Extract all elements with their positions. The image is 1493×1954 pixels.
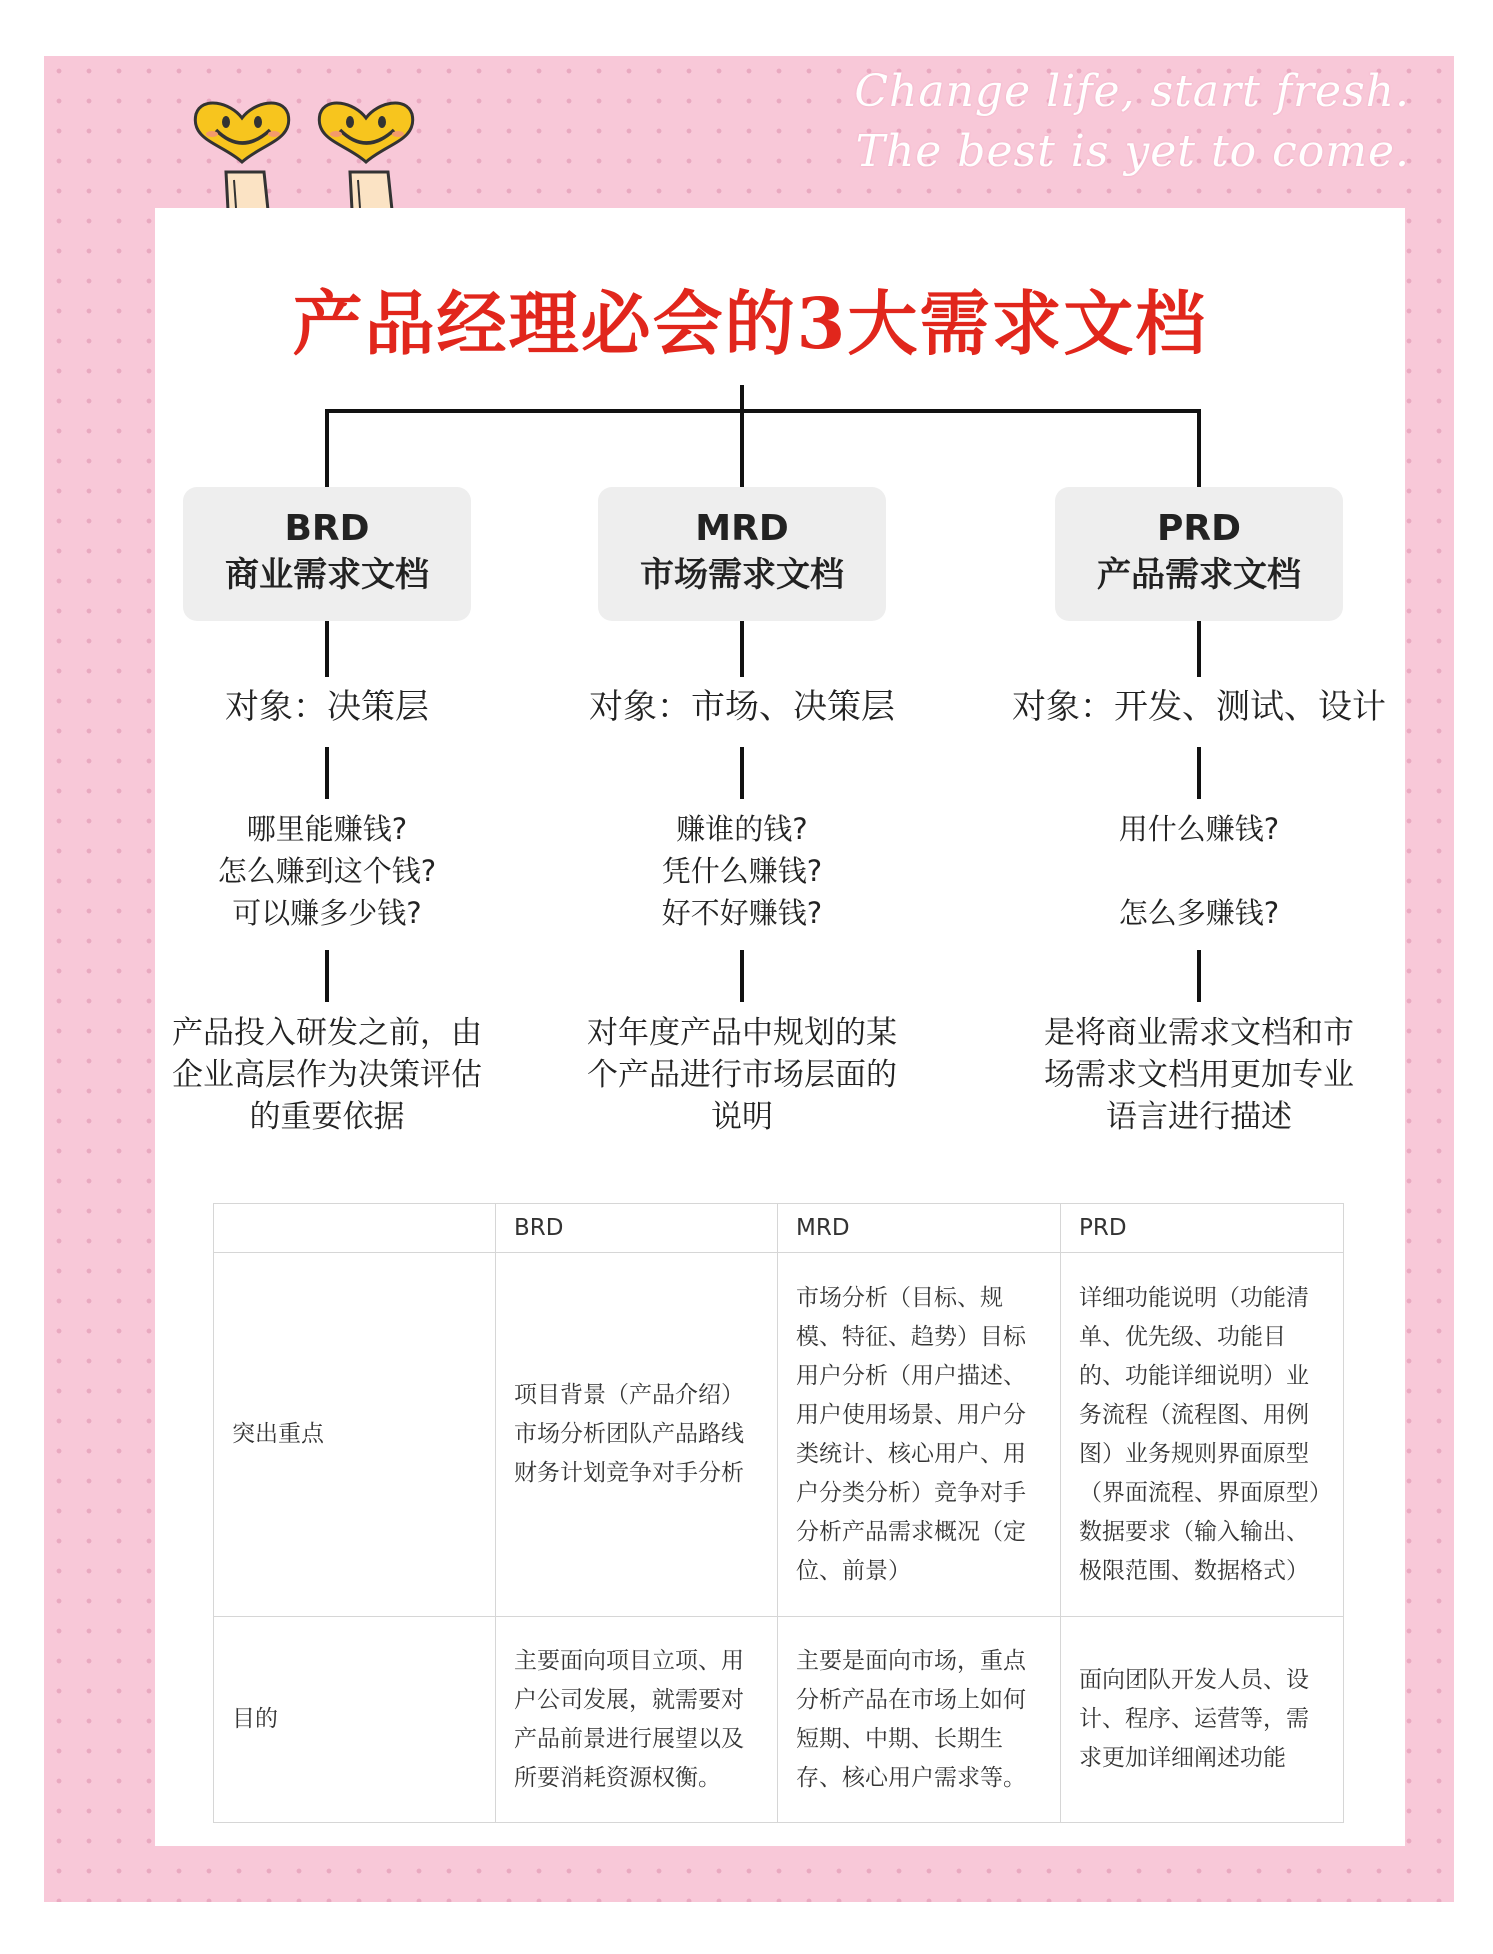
- connector-brd-1: [325, 621, 329, 677]
- connector-prd-3: [1197, 950, 1201, 1002]
- connector-brd-2: [325, 747, 329, 799]
- brd-name: 商业需求文档: [225, 555, 429, 595]
- table-cell: 详细功能说明（功能清单、优先级、功能目的、功能详细说明）业务流程（流程图、用例图）业务规则界面原型（界面流程、界面原型）数据要求（输入输出、极限范围、数据格式）: [1061, 1253, 1344, 1617]
- slogan: [830, 62, 1410, 182]
- brd-questions: [177, 808, 477, 934]
- connector-root: [740, 385, 744, 487]
- connector-prd-1: [1197, 621, 1201, 677]
- connector-mrd-2: [740, 747, 744, 799]
- prd-description: 是将商业需求文档和市场需求文档用更加专业语言进行描述: [1044, 1015, 1354, 1135]
- table-cell: 面向团队开发人员、设计、程序、运营等，需求更加详细阐述功能: [1061, 1617, 1344, 1823]
- smiling-heart-thumbs-up-icon: [186, 100, 298, 210]
- table-row: [214, 1617, 1344, 1823]
- page-title: 产品经理必会的3大需求文档: [292, 282, 1208, 365]
- brd-question: 哪里能赚钱?: [246, 812, 408, 846]
- table-header-cell: MRD: [778, 1204, 1061, 1253]
- connector-left-drop: [325, 409, 329, 487]
- table-header-cell: BRD: [496, 1204, 778, 1253]
- mrd-question: 凭什么赚钱?: [661, 854, 823, 888]
- connector-prd-2: [1197, 747, 1201, 799]
- slogan-line-1: Change life, start fresh.: [854, 66, 1410, 117]
- prd-abbr: PRD: [1157, 508, 1241, 549]
- table-cell: 市场分析（目标、规模、特征、趋势）目标用户分析（用户描述、用户使用场景、用户分类统计、核心用户、用户分类分析）竞争对手分析产品需求概况（定位、前景）: [778, 1253, 1061, 1617]
- row-label: 目的: [214, 1617, 496, 1823]
- table-row: [214, 1253, 1344, 1617]
- brd-box: [183, 487, 471, 621]
- mrd-audience: 对象：市场、决策层: [589, 687, 895, 727]
- brd-description: 产品投入研发之前，由企业高层作为决策评估的重要依据: [172, 1015, 482, 1135]
- mrd-name: 市场需求文档: [640, 555, 844, 595]
- table-header-row: [214, 1204, 1344, 1253]
- brd-question: 怎么赚到这个钱?: [217, 854, 437, 888]
- comparison-table: [213, 1203, 1344, 1823]
- table-cell: 项目背景（产品介绍）市场分析团队产品路线财务计划竞争对手分析: [496, 1253, 778, 1617]
- mrd-questions: [592, 808, 892, 934]
- brd-abbr: BRD: [284, 508, 370, 549]
- brd-audience: 对象：决策层: [225, 687, 429, 727]
- prd-audience: 对象：开发、测试、设计: [1012, 687, 1386, 727]
- mrd-box: [598, 487, 886, 621]
- prd-question: 怎么多赚钱?: [1118, 896, 1280, 930]
- smiling-heart-thumbs-up-icon: [310, 100, 422, 210]
- mrd-question: 赚谁的钱?: [676, 812, 808, 846]
- mrd-abbr: MRD: [695, 508, 789, 549]
- connector-horizontal: [325, 409, 1201, 413]
- brd-question: 可以赚多少钱?: [232, 896, 422, 930]
- row-label: 突出重点: [214, 1253, 496, 1617]
- prd-question: [1049, 850, 1349, 892]
- table-cell: 主要是面向市场，重点分析产品在市场上如何短期、中期、长期生存、核心用户需求等。: [778, 1617, 1061, 1823]
- connector-mrd-3: [740, 950, 744, 1002]
- mrd-question: 好不好赚钱?: [661, 896, 823, 930]
- connector-brd-3: [325, 950, 329, 1002]
- prd-box: [1055, 487, 1343, 621]
- prd-questions: [1049, 808, 1349, 934]
- connector-right-drop: [1197, 409, 1201, 487]
- table-cell: 主要面向项目立项、用户公司发展，就需要对产品前景进行展望以及所要消耗资源权衡。: [496, 1617, 778, 1823]
- prd-question: 用什么赚钱?: [1118, 812, 1280, 846]
- table-header-cell: [214, 1204, 496, 1253]
- table-header-cell: PRD: [1061, 1204, 1344, 1253]
- mrd-description: 对年度产品中规划的某个产品进行市场层面的说明: [587, 1015, 897, 1135]
- slogan-line-2: The best is yet to come.: [855, 126, 1410, 177]
- connector-mrd-1: [740, 621, 744, 677]
- prd-name: 产品需求文档: [1097, 555, 1301, 595]
